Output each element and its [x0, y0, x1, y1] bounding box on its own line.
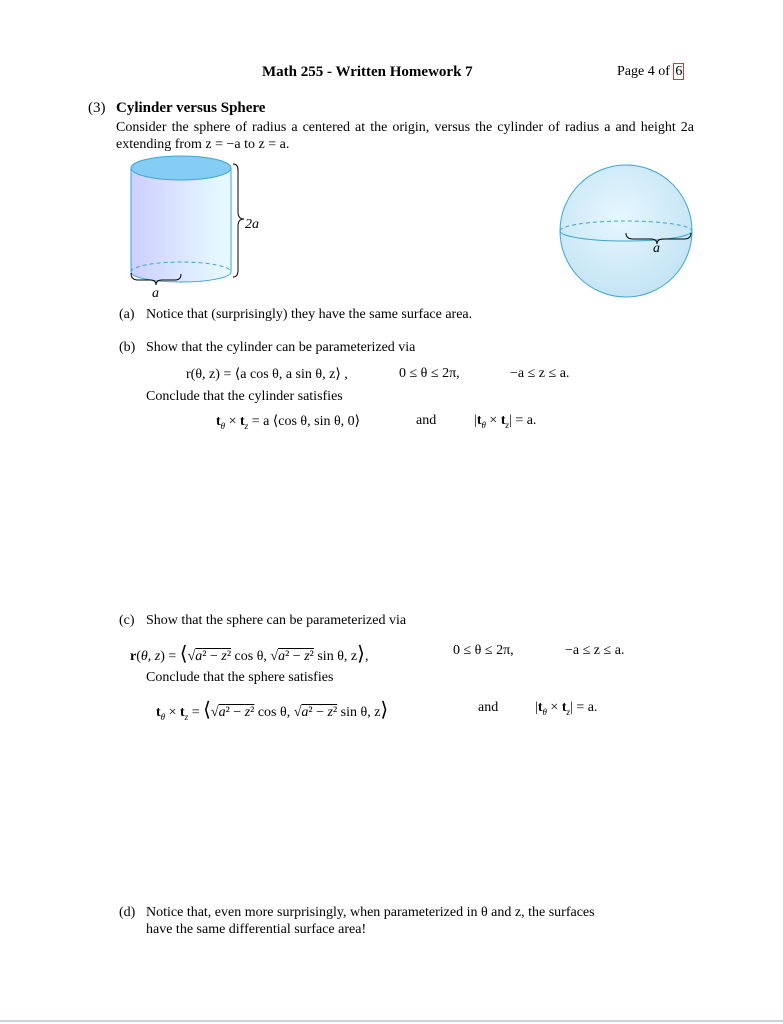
part-c-eq1-range-z: −a ≤ z ≤ a.	[565, 643, 625, 658]
cylinder-radius-label: a	[152, 286, 159, 301]
part-c-eq1-sin: sin θ, z	[317, 649, 358, 664]
part-b-eq1: r(θ, z) = ⟨a cos θ, a sin θ, z⟩ ,	[186, 367, 348, 382]
part-a-text: Notice that (surprisingly) they have the same surface area.	[146, 307, 473, 322]
part-c-eq2-cos: cos θ,	[257, 705, 291, 720]
sphere	[560, 165, 692, 297]
part-c-and: and	[478, 700, 499, 715]
part-c-eq1: r(θ, z) = ⟨√a² − z² cos θ, √a² − z² sin θ, z⟩,	[130, 643, 369, 665]
part-b-conclude: Conclude that the cylinder satisfies	[146, 389, 343, 404]
page-title: Math 255 - Written Homework 7	[262, 64, 473, 80]
part-b-eq1-range-z: −a ≤ z ≤ a.	[510, 366, 570, 381]
part-b-eq2: $t_\theta \times t_z = a$ ⟨cos θ, sin θ, 0⟩	[216, 414, 361, 431]
page-prefix: Page 4 of	[617, 64, 670, 79]
viewer-bottom-border	[0, 1020, 783, 1022]
total-pages-link[interactable]: 6	[675, 64, 683, 79]
cylinder-top	[131, 156, 231, 180]
sphere-figure	[560, 165, 692, 297]
part-c-eq2-sin: sin θ, z	[340, 705, 381, 720]
part-c-text: Show that the sphere can be parameterized via	[146, 613, 407, 628]
part-b-norm: $|t_\theta \times t_z| = a$.	[474, 413, 537, 430]
part-c-norm-rhs: = a.	[576, 700, 598, 715]
part-d-line2: have the same differential surface area!	[146, 922, 367, 937]
height-brace	[233, 164, 244, 277]
part-b-label: (b)	[119, 340, 136, 355]
part-c-conclude: Conclude that the sphere satisfies	[146, 670, 334, 685]
part-d-label: (d)	[119, 905, 136, 920]
part-c-eq1-cos: cos θ,	[234, 649, 267, 664]
part-a-label: (a)	[119, 307, 135, 322]
figure	[0, 0, 783, 310]
cylinder-figure	[131, 156, 259, 301]
sphere-radius-label: a	[653, 241, 660, 256]
part-b-and: and	[416, 413, 437, 428]
part-b-text: Show that the cylinder can be parameterized via	[146, 340, 416, 355]
part-c-label: (c)	[119, 613, 135, 628]
part-b-eq1-range-theta: 0 ≤ θ ≤ 2π,	[399, 366, 460, 381]
problem-title: Cylinder versus Sphere	[116, 100, 266, 116]
part-b-norm-rhs: = a.	[515, 413, 537, 428]
problem-intro: Consider the sphere of radius a centered at the origin, versus the cylinder of radius a and height 2a extending from z = −a to z = a.	[116, 120, 694, 152]
part-c-eq1-range-theta: 0 ≤ θ ≤ 2π,	[453, 643, 514, 658]
part-c-norm: $|t_\theta \times t_z| = a$.	[535, 700, 598, 717]
part-b-eq2-rhs: = a ⟨cos θ, sin θ, 0⟩	[251, 414, 361, 429]
part-d-line1: Notice that, even more surprisingly, when parameterized in θ and z, the surfaces	[146, 905, 595, 920]
problem-number: (3)	[88, 100, 106, 116]
cylinder-height-label: 2a	[245, 217, 259, 232]
part-c-eq2: $t_\theta \times t_z$ = ⟨√a² − z² cos θ, √a² − z² sin θ, z⟩	[156, 699, 389, 722]
